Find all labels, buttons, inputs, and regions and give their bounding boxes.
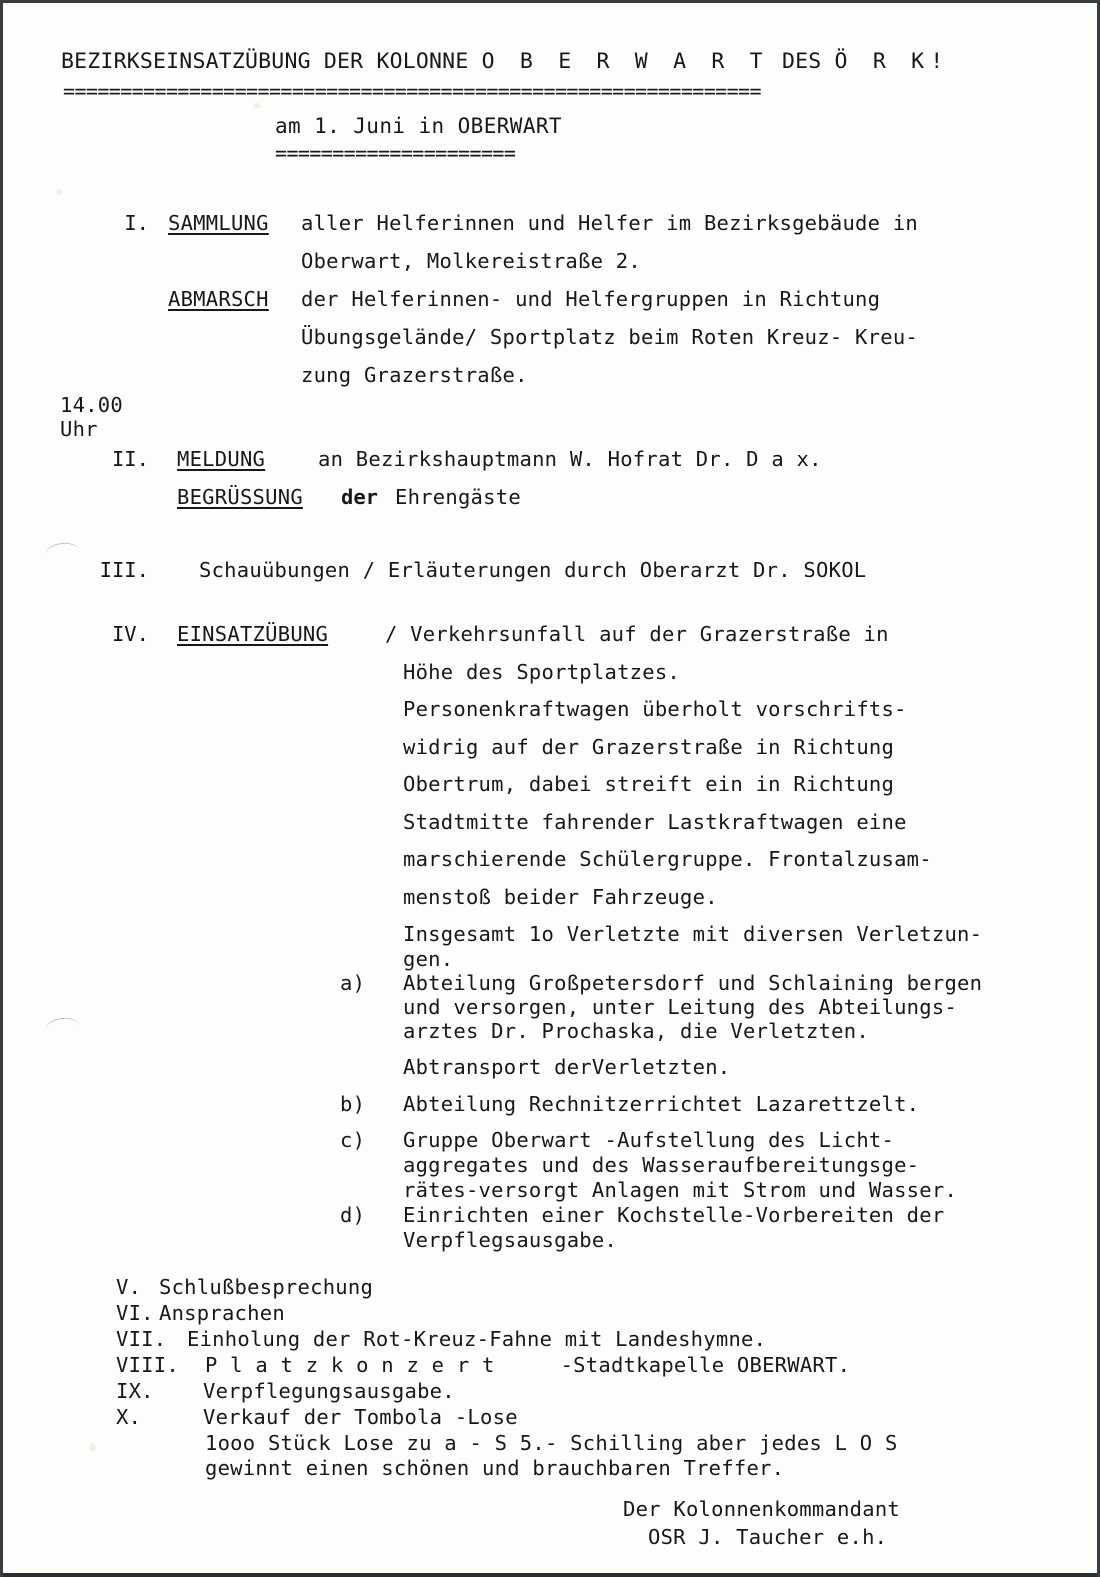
sub-item-marker-d: d) [340, 1203, 366, 1227]
program-text-ix: Verpflegungsausgabe. [203, 1379, 455, 1403]
section-iv-line-7: marschierende Schülergruppe. Frontalzusam- [403, 847, 932, 871]
section-i-line-2: Oberwart, Molkereistraße 2. [301, 249, 641, 273]
begruessung-line-1: Ehrengäste [395, 485, 521, 509]
scan-edge-bottom [0, 1573, 1100, 1577]
begruessung-bold-word: der [341, 485, 379, 509]
margin-pencil-mark-upper [44, 541, 79, 557]
section-numeral-i: I. [124, 211, 149, 235]
sub-item-b-line-1: Abteilung Rechnitzerrichtet Lazarettzelt. [403, 1092, 920, 1116]
section-iv-line-1: / Verkehrsunfall auf der Grazerstraße in [385, 622, 889, 646]
section-iii-line-1: Schauübungen / Erläuterungen durch Oberarzt Dr. SOKOL [199, 558, 867, 582]
section-iv-line-10: gen. [403, 947, 454, 971]
document-title-oerk: Ö R K! [834, 49, 950, 74]
tombola-line-1: 1ooo Stück Lose zu a - S 5.- Schilling aber jedes L O S [205, 1431, 898, 1455]
program-text-vii: Einholung der Rot-Kreuz-Fahne mit Landeshymne. [187, 1327, 767, 1351]
section-iv-line-8: menstoß beider Fahrzeuge. [403, 885, 718, 909]
document-subtitle: am 1. Juni in OBERWART [275, 114, 562, 138]
abtransport-line: Abtransport derVerletzten. [403, 1055, 731, 1079]
section-heading-begruessung: BEGRÜSSUNG [177, 485, 303, 509]
sub-item-d-line-1: Einrichten einer Kochstelle-Vorbereiten der [403, 1203, 945, 1227]
section-iv-line-5: Obertrum, dabei streift ein in Richtung [403, 772, 895, 796]
paper-smudge-1 [253, 103, 261, 108]
sub-item-a-line-2: und versorgen, unter Leitung des Abteilungs- [403, 995, 958, 1019]
program-text-viii-rest: -Stadtkapelle OBERWART. [548, 1353, 851, 1377]
section-heading-sammlung: SAMMLUNG [168, 211, 269, 235]
sub-item-marker-a: a) [340, 971, 366, 995]
margin-pencil-mark-lower [44, 1016, 79, 1032]
program-numeral-v: V. [116, 1275, 142, 1299]
time-marker-line-1: 14.00 [60, 393, 123, 417]
section-iv-line-4: widrig auf der Grazerstraße in Richtung [403, 735, 895, 759]
section-numeral-iv: IV. [111, 622, 149, 646]
paper-smudge-2 [89, 1443, 96, 1452]
subtitle-rule: ===================== [275, 141, 516, 165]
signature-title: Der Kolonnenkommandant [623, 1497, 901, 1521]
paper-sheet [3, 3, 1097, 1573]
section-i-line-1: aller Helferinnen und Helfer im Bezirksgebäude in [301, 211, 919, 235]
document-title-mid: DES [768, 49, 835, 74]
program-numeral-ix: IX. [116, 1379, 154, 1403]
tombola-line-2: gewinnt einen schönen und brauchbaren Treffer. [205, 1456, 785, 1480]
section-heading-einsatzuebung: EINSATZÜBUNG [177, 622, 329, 646]
section-iv-line-9: Insgesamt 1o Verletzte mit diversen Verletzun- [403, 922, 983, 946]
abmarsch-line-2: Übungsgelände/ Sportplatz beim Roten Kreuz- Kreu- [301, 325, 919, 349]
sub-item-d-line-2: Verpflegsausgabe. [403, 1228, 618, 1252]
section-numeral-iii: III. [99, 558, 149, 582]
program-numeral-vi: VI. [116, 1301, 154, 1325]
sub-item-marker-c: c) [340, 1128, 366, 1152]
section-iv-line-3: Personenkraftwagen überholt vorschrifts- [403, 697, 907, 721]
document-title-prefix: BEZIRKSEINSATZÜBUNG DER KOLONNE [61, 49, 482, 74]
section-heading-abmarsch: ABMARSCH [168, 287, 269, 311]
time-marker-line-2: Uhr [60, 417, 98, 441]
program-text-vi: Ansprachen [159, 1301, 285, 1325]
section-heading-meldung: MELDUNG [177, 447, 266, 471]
sub-item-c-line-1: Gruppe Oberwart -Aufstellung des Licht- [403, 1128, 895, 1152]
sub-item-a-line-1: Abteilung Großpetersdorf und Schlaining bergen [403, 971, 983, 995]
program-numeral-viii: VIII. [116, 1353, 179, 1377]
program-numeral-vii: VII. [116, 1327, 167, 1351]
document-title-oberwart: O B E R W A R T [481, 49, 769, 74]
sub-item-marker-b: b) [340, 1092, 366, 1116]
section-numeral-ii: II. [111, 447, 149, 471]
signature-name: OSR J. Taucher e.h. [648, 1525, 888, 1549]
section-iv-line-6: Stadtmitte fahrender Lastkraftwagen eine [403, 810, 907, 834]
sub-item-c-line-3: rätes-versorgt Anlagen mit Strom und Wasser. [403, 1178, 958, 1202]
abmarsch-line-3: zung Grazerstraße. [301, 363, 528, 387]
document-title [61, 49, 949, 74]
program-numeral-x: X. [116, 1405, 142, 1429]
paper-smudge-3 [56, 189, 62, 195]
sub-item-a-line-3: arztes Dr. Prochaska, die Verletzten. [403, 1019, 869, 1043]
program-text-x: Verkauf der Tombola -Lose [203, 1405, 518, 1429]
title-rule: ============================================================= [63, 79, 761, 103]
sub-item-c-line-2: aggregates und des Wasseraufbereitungsge- [403, 1153, 920, 1177]
section-iv-line-2: Höhe des Sportplatzes. [403, 660, 681, 684]
abmarsch-line-1: der Helferinnen- und Helfergruppen in Richtung [301, 287, 881, 311]
program-text-v: Schlußbesprechung [159, 1275, 374, 1299]
program-text-viii-spaced: P l a t z k o n z e r t [205, 1353, 495, 1377]
section-ii-line-1: an Bezirkshauptmann W. Hofrat Dr. D a x. [318, 447, 822, 471]
